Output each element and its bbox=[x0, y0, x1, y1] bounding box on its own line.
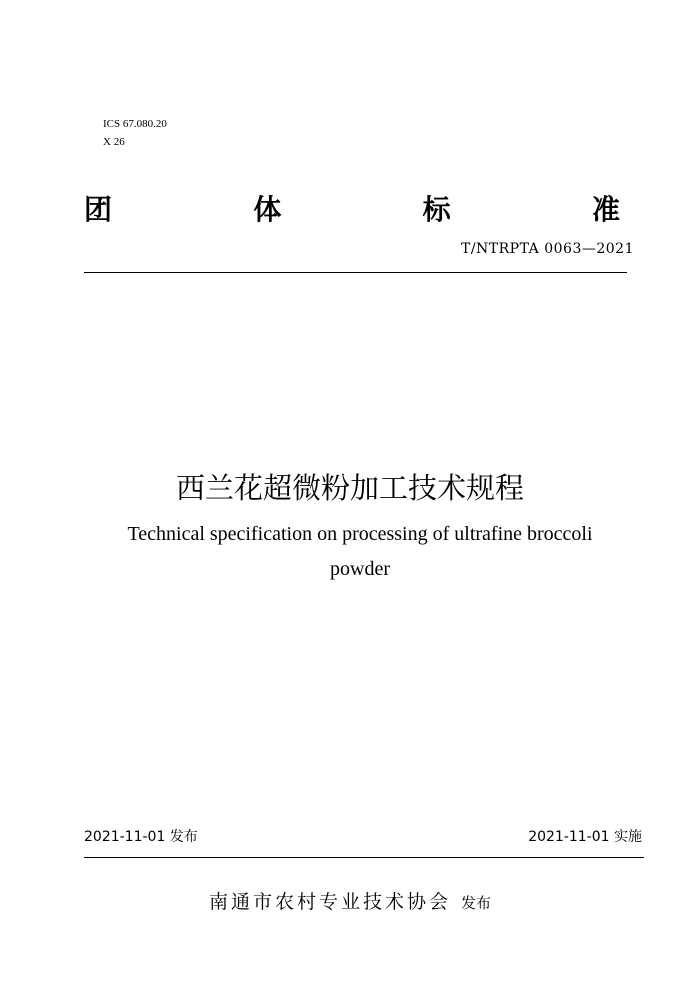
standard-type-char: 标 bbox=[422, 193, 451, 226]
standard-type-char: 团 bbox=[84, 193, 113, 226]
ics-code: ICS 67.080.20 bbox=[103, 118, 167, 130]
standard-type-heading bbox=[84, 192, 620, 228]
issue-date: 2021-11-01 发布 bbox=[84, 829, 198, 845]
title-chinese: 西兰花超微粉加工技术规程 bbox=[175, 471, 524, 505]
ccs-code: X 26 bbox=[103, 136, 125, 148]
bottom-divider bbox=[84, 857, 644, 858]
standard-type-char: 准 bbox=[591, 193, 620, 226]
ics-block bbox=[103, 115, 167, 151]
publisher-line bbox=[0, 887, 700, 914]
standard-code: T/NTRPTA 0063—2021 bbox=[461, 241, 634, 257]
title-english bbox=[100, 517, 620, 587]
publisher-name: 南通市农村专业技术协会 bbox=[208, 891, 451, 913]
title-english-line: Technical specification on processing of ultrafine broccoli bbox=[127, 523, 593, 545]
title-english-line: powder bbox=[330, 558, 390, 580]
implementation-date: 2021-11-01 实施 bbox=[528, 829, 642, 845]
publish-label: 发布 bbox=[461, 894, 492, 912]
top-divider bbox=[84, 272, 627, 273]
standard-type-char: 体 bbox=[253, 193, 282, 226]
